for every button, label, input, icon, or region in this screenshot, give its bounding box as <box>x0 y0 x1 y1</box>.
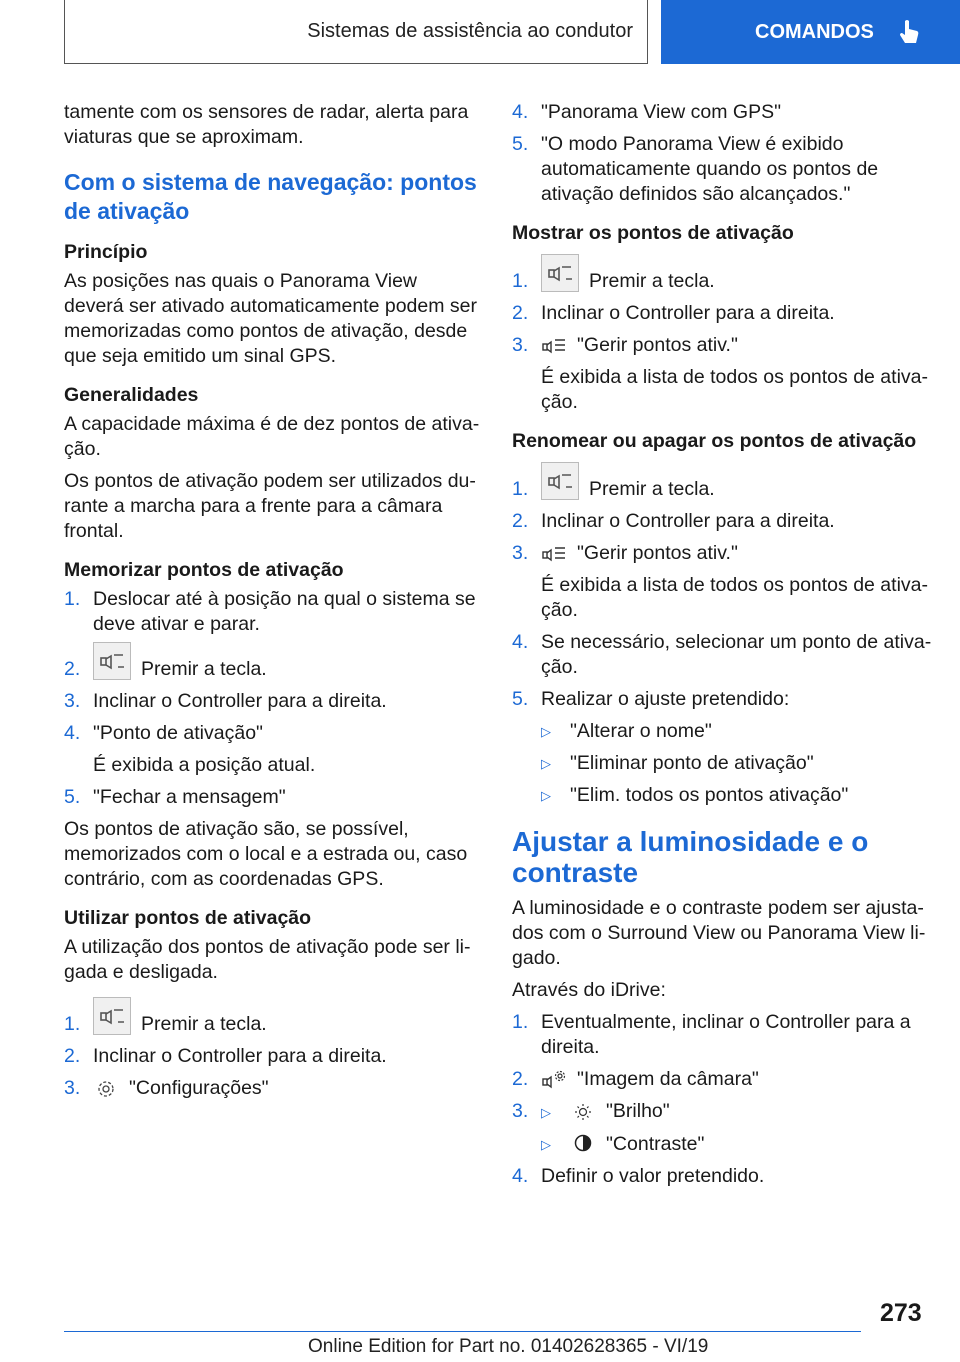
step-number: 5. <box>512 688 529 710</box>
adjust-steps-end <box>512 1164 932 1189</box>
camera-button-icon <box>541 462 579 500</box>
step-text: "Fechar a mensagem" <box>93 786 286 808</box>
general-text-2: Os pontos de ativação podem ser utilizados durante a marcha para a frente para a câmara frontal. <box>64 470 476 542</box>
intro-text: tamente com os sensores de radar, alerta para viaturas que se aproximam. <box>64 101 469 148</box>
section-heading-activation-points: Com o sistema de navegação: pontos de ativação <box>64 169 477 224</box>
step-number: 3. <box>512 1100 529 1122</box>
list-item <box>64 785 480 810</box>
step-number: 1. <box>64 1013 81 1035</box>
step-number: 1. <box>512 270 529 292</box>
adjust-steps <box>512 1010 932 1125</box>
step-number: 2. <box>64 658 81 680</box>
triangle-bullet-icon: ▷ <box>541 1137 551 1152</box>
triangle-bullet-icon: ▷ <box>541 1105 551 1120</box>
camera-button-icon <box>93 997 131 1035</box>
memorize-after-text: Os pontos de ativação são, se possível, memorizados com o local e a estrada ou, caso contrário, com as coordenadas GPS. <box>64 818 468 890</box>
step-text: Inclinar o Controller para a direita. <box>541 510 835 532</box>
list-item <box>512 301 932 326</box>
header-section-label: Sistemas de assistência ao condutor <box>307 20 633 42</box>
step-text: Premir a tecla. <box>141 658 267 680</box>
header-chapter-tab <box>661 0 960 64</box>
list-item <box>512 541 932 566</box>
general-title: Generalidades <box>64 384 199 406</box>
list-item <box>64 1044 480 1069</box>
option-item <box>512 751 932 776</box>
step-number: 3. <box>512 334 529 356</box>
list-item <box>512 1164 932 1189</box>
list-item <box>512 1099 932 1125</box>
step-number: 2. <box>64 1045 81 1067</box>
list-item <box>64 721 480 746</box>
step-number: 3. <box>64 690 81 712</box>
step-text: Realizar o ajuste pretendido: <box>541 688 790 710</box>
step-number: 1. <box>64 588 81 610</box>
rename-title: Renomear ou apagar os pontos de ativação <box>512 430 917 452</box>
step-number: 4. <box>512 1165 529 1187</box>
camera-list-icon <box>541 335 567 357</box>
rename-steps-end <box>512 630 932 712</box>
step-number: 5. <box>512 133 529 155</box>
step-text: Deslocar até à posição na qual o sistema se deve ativar e parar. <box>93 588 476 635</box>
step-text: "Brilho" <box>606 1100 670 1122</box>
option-item <box>512 783 932 808</box>
camera-list-icon <box>541 543 567 565</box>
triangle-bullet-icon: ▷ <box>541 788 551 803</box>
list-item <box>64 1076 480 1101</box>
triangle-bullet-icon: ▷ <box>541 724 551 739</box>
step-text: Premir a tecla. <box>141 1013 267 1035</box>
memorize-title: Memorizar pontos de ativação <box>64 559 344 581</box>
step-text: "Ponto de ativação" <box>93 722 263 744</box>
list-item <box>64 999 480 1037</box>
option-text: "Eliminar ponto de ativação" <box>570 752 814 774</box>
step-number: 3. <box>512 542 529 564</box>
list-item <box>512 464 932 502</box>
step-number: 5. <box>64 786 81 808</box>
option-text: "Elim. todos os pontos ativação" <box>570 784 849 806</box>
option-item <box>512 719 932 744</box>
camera-button-icon <box>93 642 131 680</box>
step-number: 2. <box>512 510 529 532</box>
left-column <box>64 100 480 1108</box>
option-text: "Alterar o nome" <box>570 720 712 742</box>
show-title: Mostrar os pontos de ativação <box>512 222 794 244</box>
principle-title: Princípio <box>64 241 148 263</box>
brightness-icon <box>570 1101 596 1123</box>
show-steps <box>512 256 932 358</box>
step-number: 1. <box>512 478 529 500</box>
header-section-title <box>64 0 648 64</box>
camera-button-icon <box>541 254 579 292</box>
step-text: "Configurações" <box>129 1077 269 1099</box>
hand-pointer-icon <box>898 19 920 45</box>
option-item <box>512 1132 932 1157</box>
step-number: 3. <box>64 1077 81 1099</box>
step-text: Premir a tecla. <box>589 478 715 500</box>
footer-edition: Online Edition for Part no. 01402628365 - VI/19 <box>308 1336 709 1357</box>
list-item <box>512 1010 932 1060</box>
list-item <box>512 687 932 712</box>
list-item <box>64 689 480 714</box>
step-number: 4. <box>512 101 529 123</box>
step-text: "Gerir pontos ativ." <box>577 334 738 356</box>
step-text: Premir a tecla. <box>589 270 715 292</box>
step-text: "O modo Panorama View é exibido automaticamente quando os pontos de ativação definidos são alcançados." <box>541 133 879 205</box>
list-item <box>512 333 932 358</box>
principle-text: As posições nas quais o Panorama View deverá ser ativado automaticamente podem ser memorizadas como pontos de ativação, desde que seja emitido um sinal GPS. <box>64 270 477 367</box>
step-text: Se necessário, selecionar um ponto de ativação. <box>541 631 932 678</box>
right-column <box>512 100 932 1196</box>
page-number: 273 <box>880 1299 922 1327</box>
step-number: 4. <box>64 722 81 744</box>
list-item <box>512 509 932 534</box>
list-item <box>512 132 932 207</box>
step-number: 2. <box>512 1068 529 1090</box>
list-item <box>512 100 932 125</box>
rename-note: É exibida a lista de todos os pontos de ativação. <box>541 574 928 621</box>
memorize-note: É exibida a posição atual. <box>93 754 316 776</box>
step-text: Inclinar o Controller para a direita. <box>541 302 835 324</box>
step-text: "Imagem da câmara" <box>577 1068 759 1090</box>
step-number: 1. <box>512 1011 529 1033</box>
memorize-steps-end <box>64 785 480 810</box>
step-text: Definir o valor pretendido. <box>541 1165 765 1187</box>
option-text: "Contraste" <box>606 1133 705 1155</box>
step-text: Inclinar o Controller para a direita. <box>93 1045 387 1067</box>
list-item <box>512 1067 932 1092</box>
list-item <box>64 644 480 682</box>
triangle-bullet-icon: ▷ <box>541 756 551 771</box>
general-text-1: A capacidade máxima é de dez pontos de ativação. <box>64 413 480 460</box>
continued-steps <box>512 100 932 207</box>
list-item <box>64 587 480 637</box>
contrast-icon <box>570 1132 596 1154</box>
use-text: A utilização dos pontos de ativação pode ser ligada e desligada. <box>64 936 471 983</box>
step-text: "Panorama View com GPS" <box>541 101 781 123</box>
adjust-text: A luminosidade e o contraste podem ser ajustados com o Surround View ou Panorama View ligado. <box>512 897 926 969</box>
use-title: Utilizar pontos de ativação <box>64 907 312 929</box>
camera-settings-icon <box>541 1069 567 1091</box>
list-item <box>512 256 932 294</box>
rename-steps <box>512 464 932 566</box>
show-note: É exibida a lista de todos os pontos de ativação. <box>541 366 928 413</box>
memorize-steps <box>64 587 480 746</box>
step-number: 2. <box>512 302 529 324</box>
idrive-text: Através do iDrive: <box>512 979 666 1001</box>
step-number: 4. <box>512 631 529 653</box>
list-item <box>512 630 932 680</box>
footer-divider <box>64 1331 861 1332</box>
step-text: "Gerir pontos ativ." <box>577 542 738 564</box>
step-text: Eventualmente, inclinar o Controller para a direita. <box>541 1011 911 1058</box>
header-chapter-label: COMANDOS <box>755 20 874 43</box>
use-steps <box>64 999 480 1101</box>
section-heading-brightness-contrast: Ajustar a luminosidade e o contraste <box>512 826 869 888</box>
gear-icon <box>93 1078 119 1100</box>
step-text: Inclinar o Controller para a direita. <box>93 690 387 712</box>
